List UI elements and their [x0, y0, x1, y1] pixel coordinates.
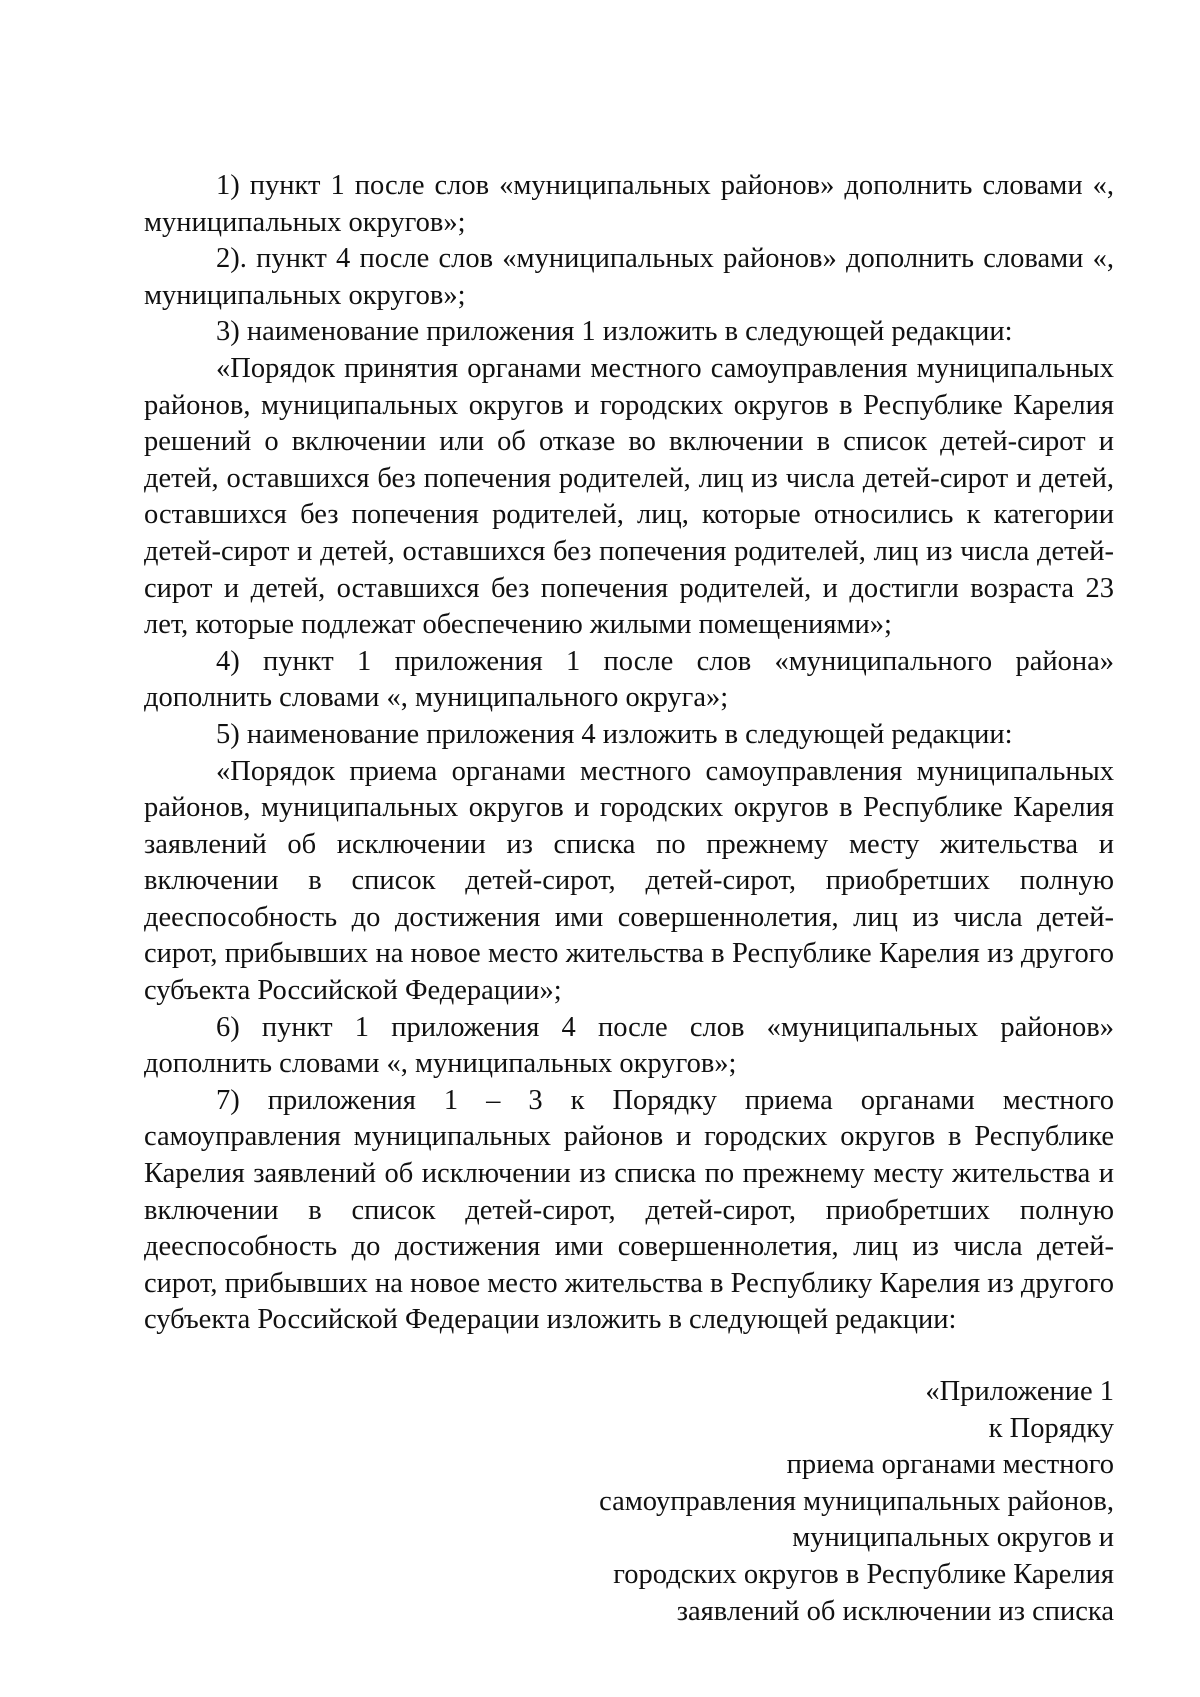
appendix-heading-line: заявлений об исключении из списка: [676, 1595, 1114, 1627]
appendix-heading-block: [414, 1374, 1114, 1630]
appendix-heading-line: к Порядку: [988, 1412, 1114, 1444]
appendix-heading-line: самоуправления муниципальных районов,: [599, 1485, 1114, 1517]
amendment-item-2: 2). пункт 4 после слов «муниципальных районов» дополнить словами «, муниципальных округов»;: [144, 243, 1114, 311]
appendix-heading-line: муниципальных округов и: [792, 1522, 1114, 1554]
appendix-1-title-text: «Порядок принятия органами местного самоуправления муниципальных районов, муниципальных округов и городских округов в Республике Карелия решений о включении или об отказе во включении в список детей-сирот и детей, оставшихся без попечения родителей, лиц из числа детей-сирот и детей, оставшихся без попечения родителей, лиц, которые относились к категории детей-сирот и детей, оставшихся без попечения родителей, лиц из числа детей-сирот и детей, оставшихся без попечения родителей, и достигли возраста 23 лет, которые подлежат обеспечению жилыми помещениями»;: [144, 352, 1114, 641]
appendix-heading-line: «Приложение 1: [925, 1376, 1114, 1407]
amendment-item-6: 6) пункт 1 приложения 4 после слов «муниципальных районов» дополнить словами «, муниципальных округов»;: [144, 1011, 1114, 1080]
amendment-item-5: 5) наименование приложения 4 изложить в следующей редакции:: [216, 718, 1013, 750]
amendment-item-7: 7) приложения 1 – 3 к Порядку приема органами местного самоуправления муниципальных районов и городских округов в Республике Карелия заявлений об исключении из списка по прежнему месту жительства и включении в список детей-сирот, детей-сирот, приобретших полную дееспособность до достижения ими совершеннолетия, лиц из числа детей-сирот, прибывших на новое место жительства в Республику Карелия из другого субъекта Российской Федерации изложить в следующей редакции:: [144, 1084, 1114, 1336]
appendix-heading-line: городских округов в Республике Карелия: [613, 1558, 1114, 1590]
appendix-4-title-text: «Порядок приема органами местного самоуправления муниципальных районов, муниципальных округов и городских округов в Республике Карелия заявлений об исключении из списка по прежнему месту жительства и включении в список детей-сирот, детей-сирот, приобретших полную дееспособность до достижения ими совершеннолетия, лиц из числа детей-сирот, прибывших на новое место жительства в Республике Карелия из другого субъекта Российской Федерации»;: [144, 755, 1114, 1007]
amendment-item-3: 3) наименование приложения 1 изложить в следующей редакции:: [216, 316, 1013, 348]
amendment-item-1: 1) пункт 1 после слов «муниципальных районов» дополнить словами «, муниципальных округов»;: [144, 170, 1114, 238]
document-body: [144, 168, 1114, 1339]
amendment-item-4: 4) пункт 1 приложения 1 после слов «муниципального района» дополнить словами «, муниципального округа»;: [144, 645, 1114, 714]
appendix-heading-line: приема органами местного: [786, 1449, 1114, 1481]
